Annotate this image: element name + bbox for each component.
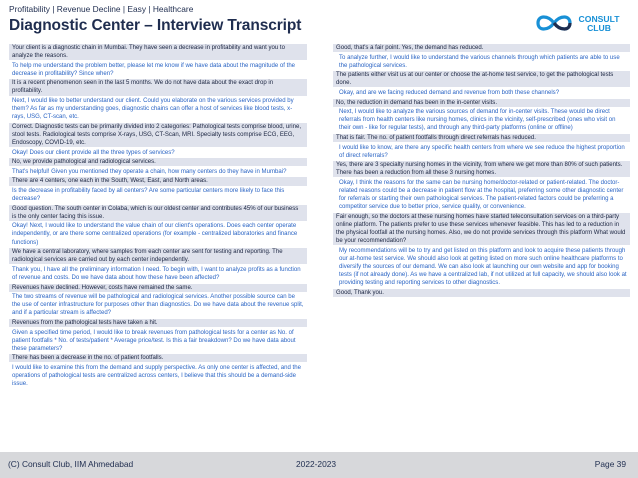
infinity-loop-icon <box>534 11 574 35</box>
candidate-response: Fair enough, so the doctors at these nursing homes have started teleconsultation services on a third-party online platform. The patients prefer to use these services whenever feasible. This has led to a reduction in the physical footfall at the nursing homes. Also, we do not provide services through this platform What would be your recommendation? <box>333 213 630 245</box>
interviewer-question: Next, I would like to better understand our client. Could you elaborate on the various services provided by them? As far as my understanding goes, diagnostic chains can offer a host of services like blood tests, x-rays, USG, CT-scan, etc. <box>9 97 307 121</box>
consult-club-logo <box>534 8 630 38</box>
transcript-left-column <box>9 44 307 390</box>
candidate-response: It is a recent phenomenon seen in the last 5 months. We do not have data about the exact drop in profitability. <box>9 79 307 95</box>
interviewer-question: I would like to know, are there any specific health centers from where we see reduce the highest proportion of direct referrals? <box>333 144 630 160</box>
interviewer-question: To help me understand the problem better, please let me know if we have data about the magnitude of the decrease in profitability? Since when? <box>9 62 307 78</box>
candidate-response: No, we provide pathological and radiological services. <box>9 158 307 166</box>
candidate-response: Revenues from the pathological tests have taken a hit. <box>9 319 307 327</box>
candidate-response: Good question. The south center in Colaba, which is our oldest center and contributes 45% of our business is the only center facing this issue. <box>9 205 307 221</box>
transcript-right-column <box>333 44 630 298</box>
interviewer-question: Is the decrease in profitability faced by all centers? Are some particular centers more likely to face this decrease? <box>9 187 307 203</box>
candidate-response: There has been a decrease in the no. of patient footfalls. <box>9 354 307 362</box>
logo-line-2: CLUB <box>587 23 611 33</box>
interviewer-question: Okay! Does our client provide all the three types of services? <box>9 149 307 157</box>
candidate-response: Your client is a diagnostic chain in Mumbai. They have seen a decrease in profitability and want you to analyze the reasons. <box>9 44 307 60</box>
interviewer-question: I would like to examine this from the demand and supply perspective. As only one center is affected, and the operations of pathological tests are centralized across centers, I believe that this should be a demand-side issue. <box>9 364 307 388</box>
candidate-response: Revenues have declined. However, costs have remained the same. <box>9 284 307 292</box>
candidate-response: We have a central laboratory, where samples from each center are sent for testing and reporting. The radiological services are carried out by each center independently. <box>9 248 307 264</box>
candidate-response: No, the reduction in demand has been in the in-center visits. <box>333 99 630 107</box>
footer-copyright: (C) Consult Club, IIM Ahmedabad <box>8 459 134 469</box>
interviewer-question: Okay, and are we facing reduced demand and revenue from both these channels? <box>333 89 630 97</box>
interviewer-question: Okay! Next, I would like to understand the value chain of our client's operations. Does each center operate independently, or are there some centralized operations (for example - centralized laboratories and finance functions) <box>9 222 307 246</box>
case-tagline: Profitability | Revenue Decline | Easy | Healthcare <box>9 4 194 14</box>
interviewer-question: Next, I would like to analyze the various sources of demand for in-center visits. These would be direct referrals from health centers like nursing homes, clinics in the vicinity, self-prescribed (ones who visit on their own - like for regular tests), and through any third-party platforms (online or offline) <box>333 108 630 132</box>
interviewer-question: Okay, I think the reasons for the same can be nursing home/doctor-related or patient-related. The doctor-related reasons could be a decrease in patient flow at the hospital, preferring some other diagnostic center for referrals or starting their own pathological services. The patient-related factors could be preferring a competitor service due to better price, service quality, or convenience. <box>333 179 630 211</box>
page-number: Page 39 <box>594 459 626 469</box>
footer-year: 2022-2023 <box>296 459 337 469</box>
logo-line-1: CONSULT <box>578 14 620 24</box>
interviewer-question: Thank you, I have all the preliminary information I need. To begin with, I want to analyze profits as a function of revenue and costs. Do we have data about how these have been affected? <box>9 266 307 282</box>
candidate-response: That is fair. The no. of patient footfalls through direct referrals has reduced. <box>333 134 630 142</box>
page-title: Diagnostic Center – Interview Transcript <box>9 17 302 34</box>
interviewer-question: My recommendations will be to try and get listed on this platform and look to acquire these patients through our at-home test service. We should also look at getting listed on more such online healthcare platforms to diversify the sources of our demand. We can also look at launching our own website and app for booking tests (if not already done). As we have a centralized lab, if not utilized at full capacity, we should also look at providing testing and reporting services to other diagnostics. <box>333 247 630 287</box>
footer-bar <box>0 452 638 478</box>
interviewer-question: The two streams of revenue will be pathological and radiological services. Another possible source can be the use of center infrastructure for purposes other than diagnostics. Do we have data about the revenue split, and if a particular stream is affected? <box>9 293 307 317</box>
candidate-response: Yes, there are 3 specialty nursing homes in the vicinity, from where we get more than 80% of such patients. There has been a reduction from all these 3 nursing homes. <box>333 161 630 177</box>
interviewer-question: Given a specified time period, I would like to break revenues from pathological tests for a center as No. of patient footfalls * No. of tests/patient * Average price/test. Is this a fair breakdown? Do we have data about these parameters? <box>9 329 307 353</box>
candidate-response: Good, that's a fair point. Yes, the demand has reduced. <box>333 44 630 52</box>
candidate-response: Good, Thank you. <box>333 289 630 297</box>
interviewer-question: To analyze further, I would like to understand the various channels through which patients are able to use the pathological services. <box>333 54 630 70</box>
candidate-response: The patients either visit us at our center or choose the at-home test service, to get the pathological tests done. <box>333 71 630 87</box>
candidate-response: Correct. Diagnostic tests can be primarily divided into 2 categories: Pathological tests comprise blood, urine, stool tests. Radiological tests comprise X-rays, USG, CT-Scan, MRI. Specialty tests comprise ECG, EEG, Endoscopy, COVID-19, etc. <box>9 123 307 147</box>
logo-wordmark <box>574 15 624 33</box>
candidate-response: There are 4 centers, one each in the South, West, East, and North areas. <box>9 177 307 185</box>
interviewer-question: That's helpful! Given you mentioned they operate a chain, how many centers do they have in Mumbai? <box>9 168 307 176</box>
